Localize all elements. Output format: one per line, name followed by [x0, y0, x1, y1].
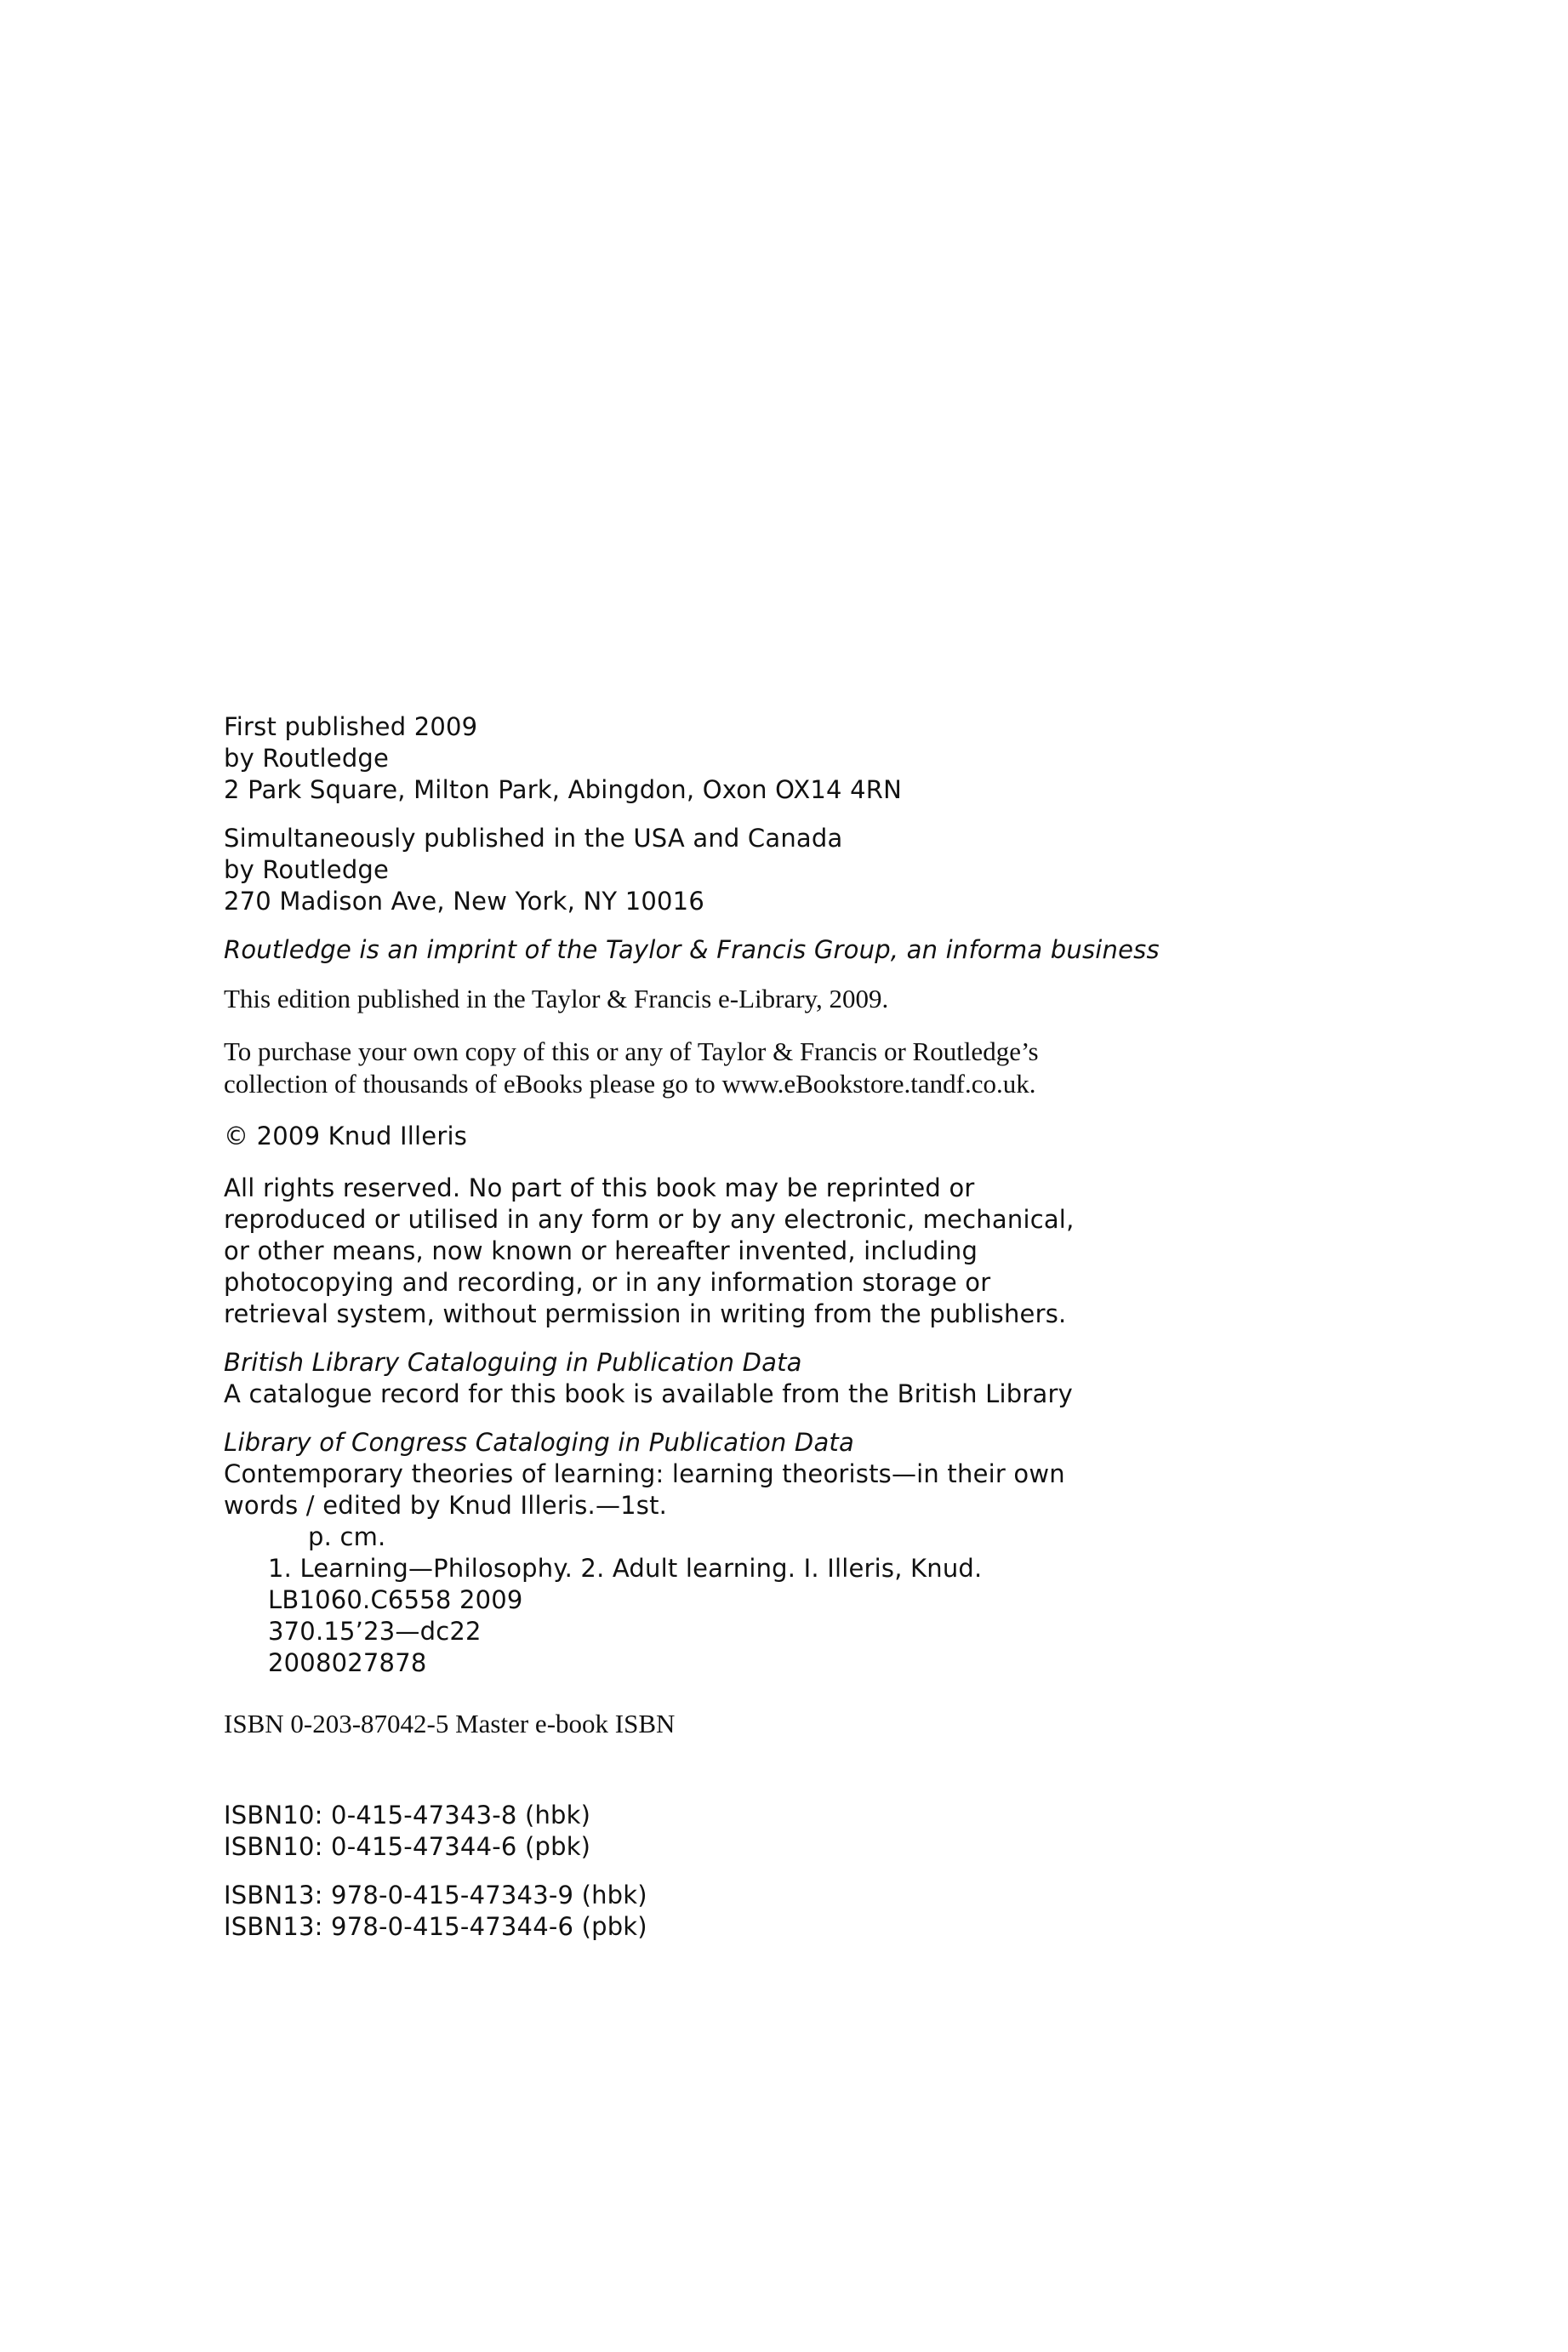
- copyright-line: © 2009 Knud Illeris: [224, 1122, 468, 1150]
- isbn10-hbk: ISBN10: 0-415-47343-8 (hbk): [224, 1801, 591, 1830]
- uk-address-line: 2 Park Square, Milton Park, Abingdon, Oxon OX14 4RN: [224, 775, 902, 804]
- publication-block: [224, 711, 1415, 806]
- imprint-note: [224, 934, 1415, 966]
- usa-publisher-line: by Routledge: [224, 855, 390, 884]
- loc-entry-subjects: 1. Learning—Philosophy. 2. Adult learning. I. Illeris, Knud.: [268, 1554, 983, 1583]
- library-of-congress-block: [224, 1427, 1415, 1679]
- loc-title-line-2: words / edited by Knud Illeris.—1st.: [224, 1491, 668, 1520]
- usa-publication-block: [224, 823, 1415, 917]
- imprint-line: Routledge is an imprint of the Taylor & Francis Group, an informa business: [224, 935, 1160, 964]
- purchase-note: [224, 1036, 1415, 1100]
- loc-entry-dewey: 370.15’23—dc22: [268, 1617, 482, 1646]
- rights-line-4: photocopying and recording, or in any information storage or: [224, 1268, 991, 1297]
- publisher-line: by Routledge: [224, 744, 390, 773]
- usa-address-line: 270 Madison Ave, New York, NY 10016: [224, 887, 704, 916]
- rights-paragraph: [224, 1173, 1415, 1330]
- copyright-page: [224, 711, 1415, 1943]
- loc-heading: Library of Congress Cataloging in Publication Data: [224, 1428, 854, 1457]
- master-isbn-line: ISBN 0-203-87042-5 Master e-book ISBN: [224, 1709, 676, 1738]
- isbn13-pbk: ISBN13: 978-0-415-47344-6 (pbk): [224, 1912, 647, 1941]
- purchase-line-2: collection of thousands of eBooks please go to www.eBookstore.tandf.co.uk.: [224, 1069, 1036, 1099]
- simultaneous-line: Simultaneously published in the USA and Canada: [224, 824, 843, 853]
- purchase-line-1: To purchase your own copy of this or any of Taylor & Francis or Routledge’s: [224, 1036, 1039, 1066]
- copyright-notice: [224, 1121, 1415, 1152]
- rights-line-3: or other means, now known or hereafter invented, including: [224, 1236, 978, 1265]
- loc-entry-control-number: 2008027878: [268, 1648, 427, 1677]
- loc-pcm: p. cm.: [308, 1522, 386, 1551]
- loc-entry-call-number: LB1060.C6558 2009: [268, 1585, 523, 1614]
- rights-line-1: All rights reserved. No part of this book may be reprinted or: [224, 1173, 975, 1202]
- elibrary-note: [224, 983, 1415, 1015]
- rights-line-5: retrieval system, without permission in writing from the publishers.: [224, 1299, 1067, 1328]
- isbn13-block: [224, 1880, 1415, 1943]
- british-library-text: A catalogue record for this book is available from the British Library: [224, 1379, 1073, 1408]
- british-library-block: [224, 1347, 1415, 1410]
- elibrary-line: This edition published in the Taylor & Francis e-Library, 2009.: [224, 984, 889, 1013]
- master-isbn-block: [224, 1708, 1415, 1740]
- first-published-line: First published 2009: [224, 712, 478, 741]
- isbn13-hbk: ISBN13: 978-0-415-47343-9 (hbk): [224, 1881, 647, 1910]
- british-library-heading: British Library Cataloguing in Publication Data: [224, 1348, 802, 1377]
- loc-title-line-1: Contemporary theories of learning: learning theorists—in their own: [224, 1459, 1065, 1488]
- rights-line-2: reproduced or utilised in any form or by any electronic, mechanical,: [224, 1205, 1075, 1234]
- isbn10-block: [224, 1800, 1415, 1863]
- isbn10-pbk: ISBN10: 0-415-47344-6 (pbk): [224, 1832, 591, 1861]
